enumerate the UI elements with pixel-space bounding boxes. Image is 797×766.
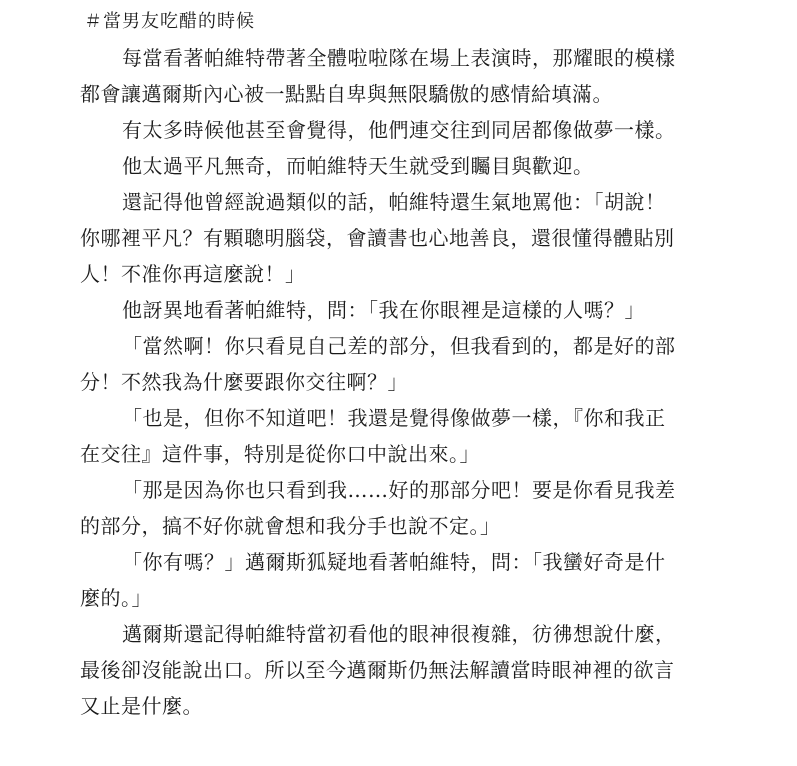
- paragraph-2: 有太多時候他甚至會覺得，他們連交往到同居都像做夢一樣。: [122, 118, 676, 142]
- paragraph-4: 還記得他曾經說過類似的話，帕維特還生氣地罵他：「胡說！你哪裡平凡？有顆聰明腦袋，會讀書也心地善良，還很懂得體貼別人！不准你再這麼說！」: [80, 190, 675, 286]
- paragraph-1: 每當看著帕維特帶著全體啦啦隊在場上表演時，那耀眼的模樣都會讓邁爾斯內心被一點點自卑與無限驕傲的感情給填滿。: [80, 46, 676, 106]
- paragraph-6: 「當然啊！你只看見自己差的部分，但我看到的，都是好的部分！不然我為什麼要跟你交往啊？」: [80, 334, 676, 394]
- paragraph-8: 「那是因為你也只看到我……好的那部分吧！要是你看見我差的部分，搞不好你就會想和我分手也說不定。」: [80, 478, 676, 538]
- document-title: ＃當男友吃醋的時候: [84, 11, 255, 32]
- paragraph-3: 他太過平凡無奇，而帕維特天生就受到矚目與歡迎。: [122, 154, 594, 178]
- document-page: [80, 8, 680, 724]
- paragraph-5: 他訝異地看著帕維特，問：「我在你眼裡是這樣的人嗎？」: [122, 298, 645, 322]
- paragraph-10: 邁爾斯還記得帕維特當初看他的眼神很複雜，彷彿想說什麼，最後卻沒能說出口。所以至今邁爾斯仍無法解讀當時眼神裡的欲言又止是什麼。: [80, 622, 676, 718]
- paragraph-7: 「也是，但你不知道吧！我還是覺得像做夢一樣，『你和我正在交往』這件事，特別是從你口中說出來。」: [80, 406, 666, 466]
- paragraph-9: 「你有嗎？」邁爾斯狐疑地看著帕維特，問：「我蠻好奇是什麼的。」: [80, 550, 666, 610]
